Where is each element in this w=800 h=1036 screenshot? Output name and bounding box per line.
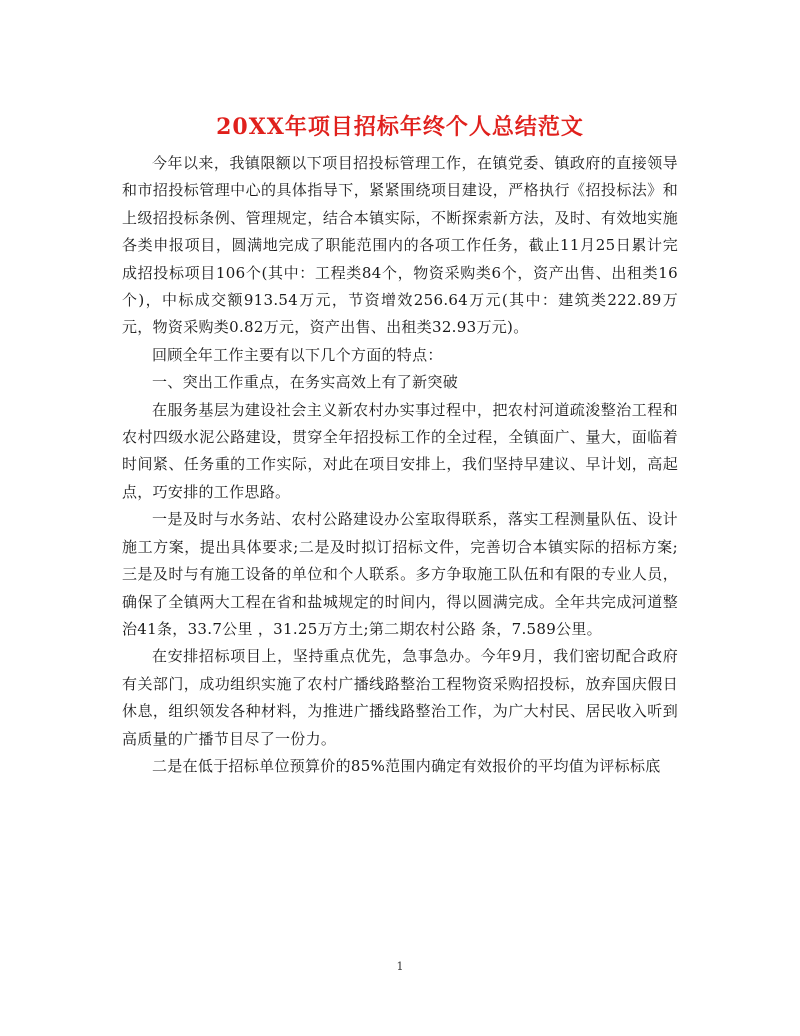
paragraph-bid-floor: 二是在低于招标单位预算价的85%范围内确定有效报价的平均值为评标标底 xyxy=(152,756,661,775)
paragraph-review: 回顾全年工作主要有以下几个方面的特点： xyxy=(152,345,443,364)
section-heading-1: 一、突出工作重点，在务实高效上有了新突破 xyxy=(152,373,459,392)
paragraph-intro: 今年以来，我镇限额以下项目招投标管理工作，在镇党委、镇政府的直接领导和市招投标管理中心的具体指导下，紧紧围绕项目建设，严格执行《招投标法》和上级招投标条例、管理规定，结合本镇实际，不断探索新方法，及时、有效地实施各类申报项目，圆满地完成了职能范围内的各项工作任务，截止11月25日累计完成招投标项目106个(其中：工程类84个，物资采购类6个，资产出售、出租类16个)，中标成交额913.54万元，节资增效256.64万元(其中：建筑类222.89万元，物资采购类0.82万元，资产出售、出租类32.93万元)。 xyxy=(122,154,678,337)
paragraph-measures: 一是及时与水务站、农村公路建设办公室取得联系，落实工程测量队伍、设计施工方案，提出具体要求;二是及时拟订招标文件，完善切合本镇实际的招标方案;三是及时与有施工设备的单位和个人联系。多方争取施工队伍和有限的专业人员，确保了全镇两大工程在省和盐城规定的时间内，得以圆满完成。全年共完成河道整治41条，33.7公里 ，31.25万方土;第二期农村公路 条，7.589公里。 xyxy=(122,510,678,638)
document-body xyxy=(122,150,678,780)
document-title: 20XX年项目招标年终个人总结范文 xyxy=(216,114,584,140)
paragraph-service: 在服务基层为建设社会主义新农村办实事过程中，把农村河道疏浚整治工程和农村四级水泥公路建设，贯穿全年招投标工作的全过程，全镇面广、量大，面临着时间紧、任务重的工作实际，对此在项目安排上，我们坚持早建议、早计划，高起点，巧安排的工作思路。 xyxy=(122,400,678,501)
page-number: 1 xyxy=(396,960,404,973)
paragraph-priority: 在安排招标项目上，坚持重点优先，急事急办。今年9月，我们密切配合政府有关部门，成功组织实施了农村广播线路整治工程物资采购招投标，放弃国庆假日休息，组织领发各种材料，为推进广播线路整治工作，为广大村民、居民收入听到高质量的广播节目尽了一份力。 xyxy=(122,647,678,748)
